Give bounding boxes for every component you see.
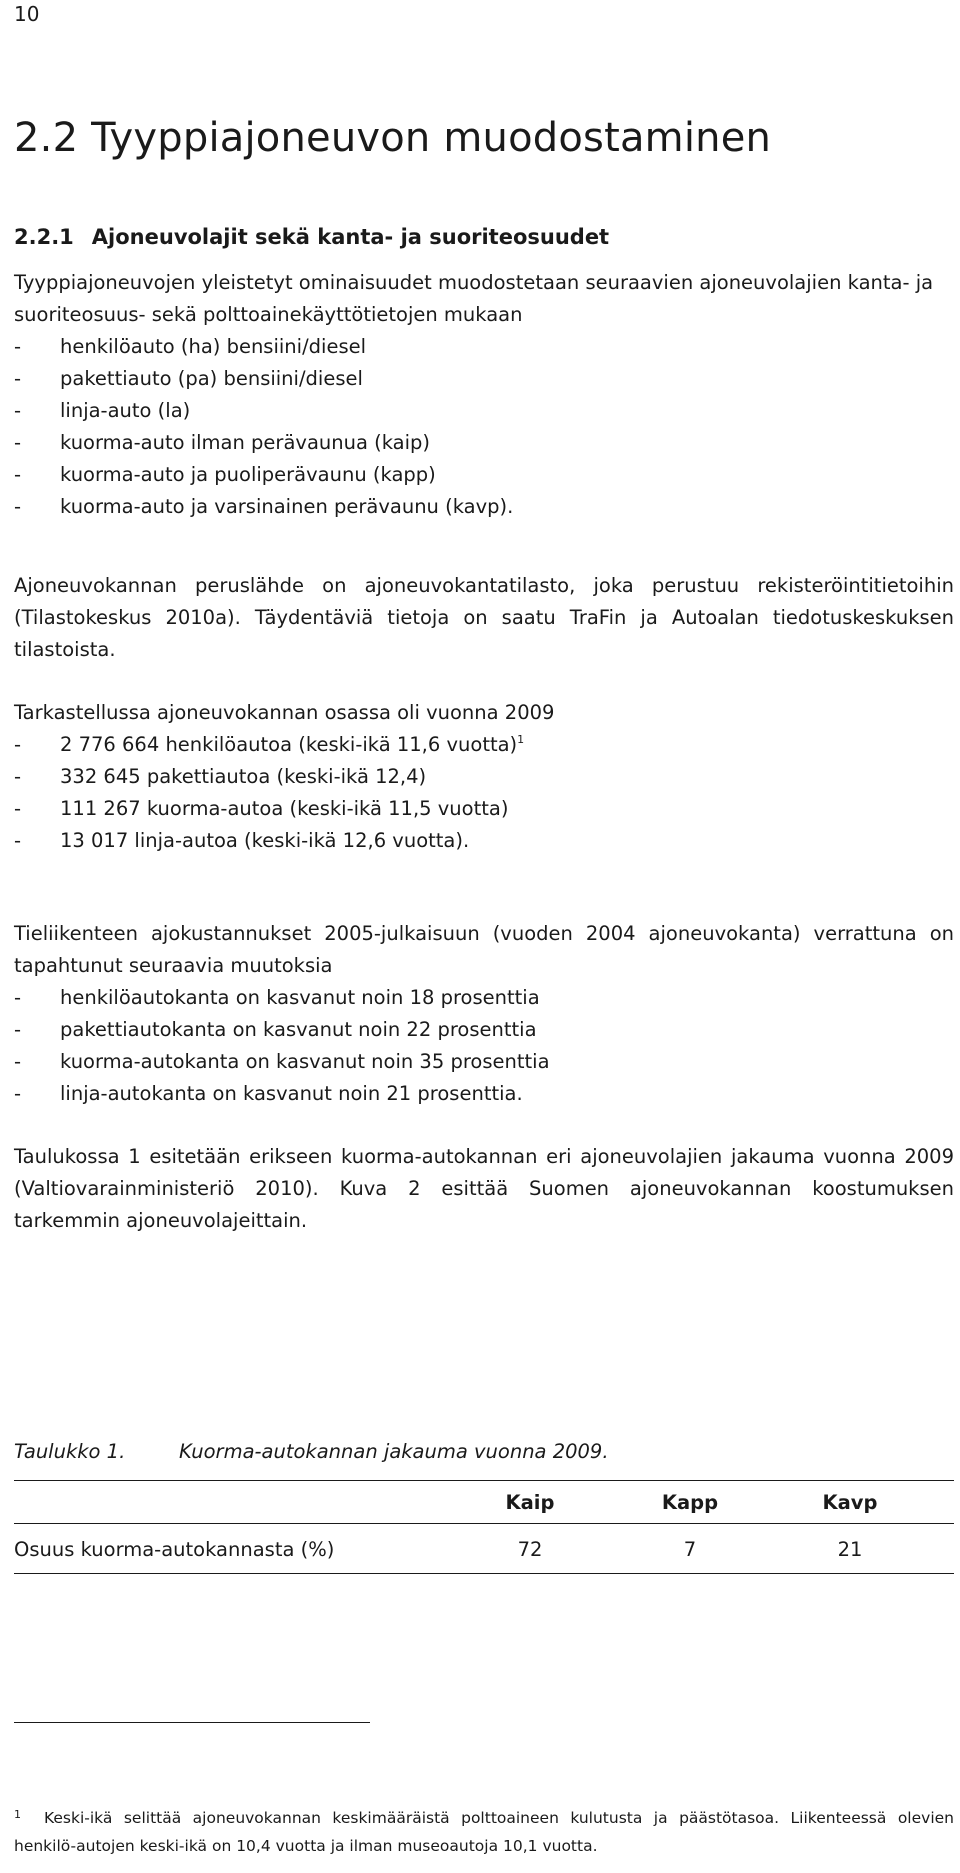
list-item xyxy=(14,427,954,459)
vehicle-type-list xyxy=(14,331,954,523)
list-dash: - xyxy=(14,399,22,422)
list-dash: - xyxy=(14,1050,22,1073)
intro-paragraph: Tyyppiajoneuvojen yleistetyt ominaisuudet muodostetaan seuraavien ajoneuvolajien kanta- ja suoriteosuus- sekä polttoainekäyttötietojen mukaan xyxy=(14,271,934,326)
list-item-text: 2 776 664 henkilöautoa (keski-ikä 11,6 vuotta) xyxy=(60,733,518,756)
list-item-text: 13 017 linja-autoa (keski-ikä 12,6 vuotta). xyxy=(60,829,470,852)
list-item-text: henkilöautokanta on kasvanut noin 18 prosenttia xyxy=(60,986,540,1009)
table-header-kaip: Kaip xyxy=(505,1491,555,1514)
list-dash: - xyxy=(14,495,22,518)
table-cell-kapp: 7 xyxy=(683,1538,697,1561)
list-item xyxy=(14,491,954,523)
list-item xyxy=(14,825,954,857)
footnote-text: Keski-ikä selittää ajoneuvokannan keskimääräistä polttoaineen kulutusta ja päästötasoa. Liikenteessä olevien henkilö-autojen keski-ikä on 10,4 vuotta ja ilman museoautoja 10,1 vuotta. xyxy=(14,1809,954,1855)
table-header-kapp: Kapp xyxy=(661,1491,719,1514)
list-dash: - xyxy=(14,1018,22,1041)
subsection-number: 2.2.1 xyxy=(14,225,74,249)
list-item xyxy=(14,1046,954,1078)
list-dash: - xyxy=(14,986,22,1009)
list-item-text: linja-auto (la) xyxy=(60,399,191,422)
list-item xyxy=(14,459,954,491)
changes-intro: Tieliikenteen ajokustannukset 2005-julkaisuun (vuoden 2004 ajoneuvokanta) verrattuna on tapahtunut seuraavia muutoksia xyxy=(14,922,954,977)
list-item-text: kuorma-autokanta on kasvanut noin 35 prosenttia xyxy=(60,1050,550,1073)
page-number: 10 xyxy=(14,2,40,26)
table-header-rule xyxy=(14,1523,954,1524)
subsection-heading xyxy=(14,225,609,249)
table-row-label: Osuus kuorma-autokannasta (%) xyxy=(14,1538,335,1561)
list-dash: - xyxy=(14,463,22,486)
list-item xyxy=(14,793,954,825)
footnote: 1 Keski-ikä selittää ajoneuvokannan keskimääräistä polttoaineen kulutusta ja päästötasoa. Liikenteessä olevien henkilö-autojen keski-ikä on 10,4 vuotta ja ilman museoautoja 10,1 vuotta. xyxy=(14,1808,954,1855)
table-caption xyxy=(14,1440,609,1463)
list-item xyxy=(14,1078,954,1110)
list-item-text: henkilöauto (ha) bensiini/diesel xyxy=(60,335,367,358)
list-item-text: 332 645 pakettiautoa (keski-ikä 12,4) xyxy=(60,765,427,788)
fleet-intro: Tarkastellussa ajoneuvokannan osassa oli vuonna 2009 xyxy=(14,701,555,724)
footnote-separator xyxy=(14,1722,370,1723)
list-item xyxy=(14,331,954,363)
list-item xyxy=(14,363,954,395)
subsection-title: Ajoneuvolajit sekä kanta- ja suoriteosuudet xyxy=(91,225,610,249)
table-intro-paragraph: Taulukossa 1 esitetään erikseen kuorma-autokannan eri ajoneuvolajien jakauma vuonna 2009 (Valtiovarainministeriö 2010). Kuva 2 esittää Suomen ajoneuvokannan koostumuksen tarkemmin ajoneuvolajeittain. xyxy=(14,1145,954,1232)
list-item xyxy=(14,729,954,761)
list-item xyxy=(14,982,954,1014)
list-item-text: kuorma-auto ilman perävaunua (kaip) xyxy=(60,431,431,454)
table-caption-title: Kuorma-autokannan jakauma vuonna 2009. xyxy=(179,1440,609,1463)
list-item-text: pakettiautokanta on kasvanut noin 22 prosenttia xyxy=(60,1018,537,1041)
list-item-text: kuorma-auto ja puoliperävaunu (kapp) xyxy=(60,463,436,486)
list-dash: - xyxy=(14,829,22,852)
list-dash: - xyxy=(14,367,22,390)
list-dash: - xyxy=(14,797,22,820)
table-top-rule xyxy=(14,1480,954,1481)
table-header-kavp: Kavp xyxy=(822,1491,878,1514)
source-paragraph: Ajoneuvokannan peruslähde on ajoneuvokantatilasto, joka perustuu rekisteröintitietoihin (Tilastokeskus 2010a). Täydentäviä tietoja on saatu TraFin ja Autoalan tiedotuskeskuksen tilastoista. xyxy=(14,574,954,661)
list-dash: - xyxy=(14,765,22,788)
table-cell-kavp: 21 xyxy=(837,1538,863,1561)
footnote-ref: 1 xyxy=(517,733,525,746)
fleet-list xyxy=(14,729,954,857)
list-dash: - xyxy=(14,1082,22,1105)
table-bottom-rule xyxy=(14,1573,954,1574)
list-dash: - xyxy=(14,431,22,454)
list-item-text: kuorma-auto ja varsinainen perävaunu (kavp). xyxy=(60,495,514,518)
list-item xyxy=(14,761,954,793)
list-dash: - xyxy=(14,335,22,358)
list-item xyxy=(14,1014,954,1046)
list-item-text: 111 267 kuorma-autoa (keski-ikä 11,5 vuotta) xyxy=(60,797,509,820)
list-item-text: pakettiauto (pa) bensiini/diesel xyxy=(60,367,363,390)
section-heading: 2.2 Tyyppiajoneuvon muodostaminen xyxy=(14,115,772,161)
changes-list xyxy=(14,982,954,1110)
table-cell-kaip: 72 xyxy=(517,1538,543,1561)
list-item xyxy=(14,395,954,427)
list-item-text: linja-autokanta on kasvanut noin 21 prosenttia. xyxy=(60,1082,523,1105)
table-caption-label: Taulukko 1. xyxy=(14,1440,126,1463)
list-dash: - xyxy=(14,733,22,756)
